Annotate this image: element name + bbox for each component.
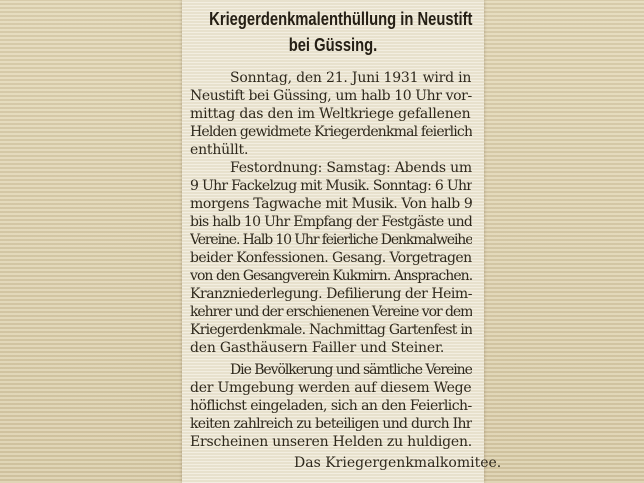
article-line: Erscheinen unseren Helden zu huldigen. [190,434,472,450]
article-line: Helden gewidmete Kriegerdenkmal feierlich [190,124,472,140]
article-line: beider Konfessionen. Gesang. Vorgetragen [190,250,472,266]
article-line: 9 Uhr Fackelzug mit Musik. Sonntag: 6 Uhr [190,178,472,194]
article-line: der Umgebung werden auf diesem Wege [190,380,472,396]
article-line: von den Gesangverein Kukmirn. Ansprachen. [190,268,472,284]
signature: Das Kriegergenkmalkomitee. [294,455,502,471]
article-line: höflichst eingeladen, sich an den Feierlich- [190,398,472,414]
headline-line-1: Kriegerdenkmalenthüllung in Neustift [209,9,473,29]
article-line: mittag das den im Weltkriege gefallenen [190,106,471,122]
article-line: Festordnung: Samstag: Abends um [230,160,472,176]
article-line: Sonntag, den 21. Juni 1931 wird in [230,70,472,86]
article-line: Vereine. Halb 10 Uhr feierliche Denkmalweihe [190,232,472,248]
article-line: keiten zahlreich zu beteiligen und durch Ihr [190,416,472,432]
article-line: den Gasthäusern Failler und Steiner. [190,340,445,356]
article-line: kehrer und der erschienenen Vereine vor dem [190,304,472,320]
article-line: Die Bevölkerung und sämtliche Vereine [230,362,472,378]
article-line: Neustift bei Güssing, um halb 10 Uhr vor- [190,88,472,104]
article-line: Kranzniederlegung. Defilierung der Heim- [190,286,472,302]
newspaper-clipping [182,0,502,483]
headline-line-2: bei Güssing. [288,35,378,55]
article-line: bis halb 10 Uhr Empfang der Festgäste und [190,214,472,230]
article-line: enthüllt. [190,142,249,158]
article-line: Kriegerdenkmale. Nachmittag Gartenfest in [190,322,472,338]
article-line: morgens Tagwache mit Musik. Von halb 9 [190,196,472,212]
